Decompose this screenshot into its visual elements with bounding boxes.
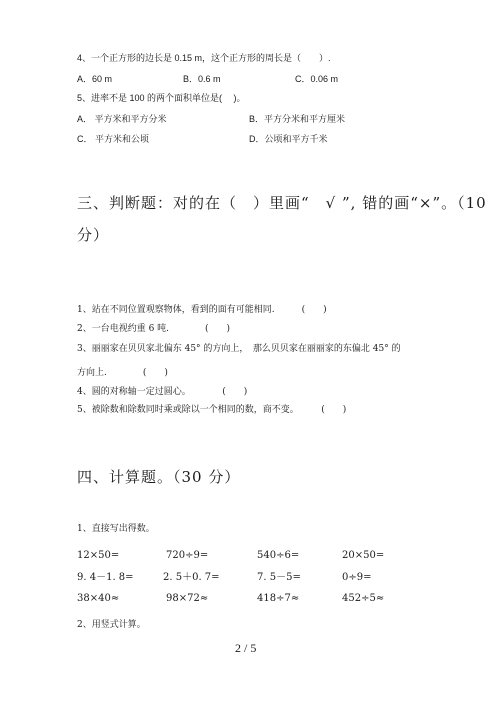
calc-r1c1: 12×50= xyxy=(77,550,120,561)
tf-item-2: 2、一台电视约重 6 吨. ( ) xyxy=(77,324,231,334)
calc-r3c3: 418÷7≈ xyxy=(257,593,300,604)
tf-item-4: 4、圆的对称轴一定过圆心。 ( ) xyxy=(77,387,248,397)
q5-option-d: D．公顷和平方千米 xyxy=(249,134,328,144)
tf-item-5: 5、被除数和除数同时乘或除以一个相同的数，商不变。 ( ) xyxy=(77,405,347,415)
calc-r3c4: 452÷5≈ xyxy=(342,593,385,604)
calc-r2c2: 2. 5＋0. 7= xyxy=(163,572,220,583)
q5-option-c: C． 平方米和公顷 xyxy=(77,134,150,144)
section4-heading: 四、计算题。（30 分） xyxy=(77,468,241,486)
q5-option-b: B．平方分米和平方厘米 xyxy=(249,114,346,124)
tf-item-1: 1、站在不同位置观察物体，看到的面有可能相同. ( ) xyxy=(77,305,327,315)
q5-option-a: A． 平方米和平方分米 xyxy=(77,114,167,124)
page-number: 2 / 5 xyxy=(235,641,257,655)
calc-r1c2: 720÷9= xyxy=(166,550,209,561)
calc-r3c1: 38×40≈ xyxy=(77,593,120,604)
tf-item-3: 3、丽丽家在贝贝家北偏东 45° 的方向上， 那么贝贝家在丽丽家的东偏北 45° 的 xyxy=(77,344,401,354)
calc-r2c4: 0÷9= xyxy=(342,572,372,583)
q4-option-a: A．60 m xyxy=(77,74,113,84)
calc-r1c4: 20×50= xyxy=(342,550,385,561)
tf-item-3-cont: 方向上. ( ) xyxy=(77,368,168,378)
calc-sub1: 1、直接写出得数。 xyxy=(77,524,155,534)
calc-r1c3: 540÷6= xyxy=(257,550,300,561)
calc-r3c2: 98×72≈ xyxy=(166,593,209,604)
question-4: 4、一个正方形的边长是 0.15 m，这个正方形的周长是（ ）. xyxy=(77,53,331,63)
section3-heading: 三、判断题：对的在（ ）里画“ √ ”, 错的画“×”。（10 xyxy=(77,194,487,212)
calc-r2c1: 9. 4－1. 8= xyxy=(77,572,134,583)
q4-option-b: B．0.6 m xyxy=(183,74,221,84)
question-5: 5、进率不是 100 的两个面积单位是( )。 xyxy=(77,93,246,103)
q4-option-c: C．0.06 m xyxy=(295,74,339,84)
calc-sub2: 2、用竖式计算。 xyxy=(77,620,146,630)
calc-r2c3: 7. 5－5= xyxy=(257,572,301,583)
section3-heading-cont: 分） xyxy=(77,226,110,244)
